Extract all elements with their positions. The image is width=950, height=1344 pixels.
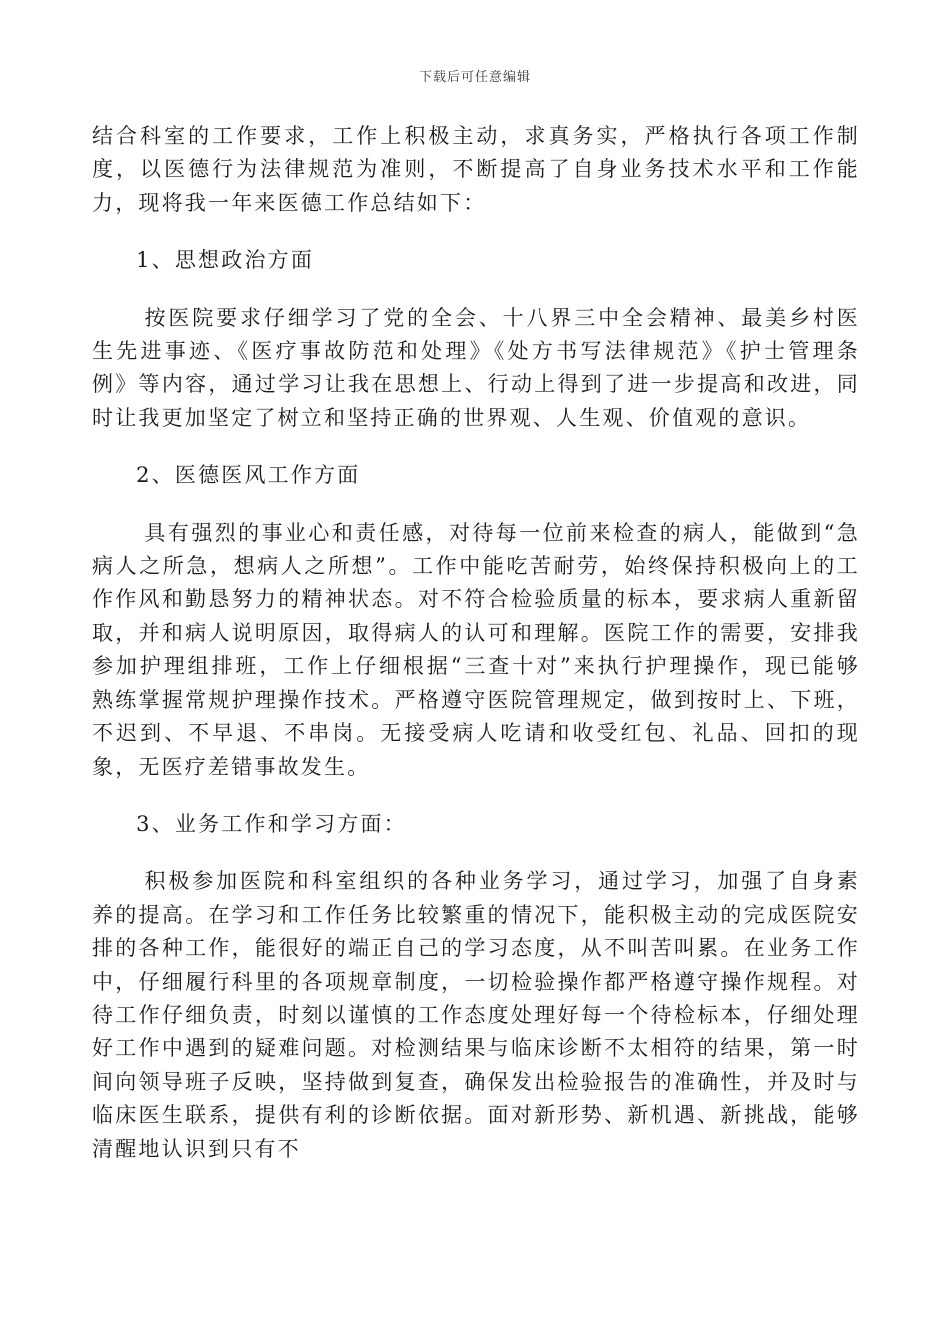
section-heading-political: 1、思想政治方面 (136, 248, 315, 273)
document-body (92, 120, 860, 1166)
section-paragraph-work-study: 积极参加医院和科室组织的各种业务学习，通过学习，加强了自身素养的提高。在学习和工作任务比较繁重的情况下，能积极主动的完成医院安排的各种工作，能很好的端正自己的学习态度，从不叫苦叫累。在业务工作中，仔细履行科里的各项规章制度，一切检验操作都严格遵守操作规程。对待工作仔细负责，时刻以谨慎的工作态度处理好每一个待检标本，仔细处理好工作中遇到的疑难问题。对检测结果与临床诊断不太相符的结果，第一时间向领导班子反映，坚持做到复查，确保发出检验报告的准确性，并及时与临床医生联系，提供有利的诊断依据。面对新形势、新机遇、新挑战，能够清醒地认识到只有不 (92, 869, 860, 1161)
section-paragraph-political: 按医院要求仔细学习了党的全会、十八界三中全会精神、最美乡村医生先进事迹、《医疗事故防范和处理》《处方书写法律规范》《护士管理条例》等内容，通过学习让我在思想上、行动上得到了进一步提高和改进，同时让我更加坚定了树立和坚持正确的世界观、人生观、价值观的意识。 (92, 305, 860, 430)
section-heading-work-study: 3、业务工作和学习方面： (136, 811, 407, 836)
section-heading-medical-ethics: 2、医德医风工作方面 (136, 463, 361, 488)
intro-paragraph: 结合科室的工作要求，工作上积极主动，求真务实，严格执行各项工作制度，以医德行为法律规范为准则，不断提高了自身业务技术水平和工作能力，现将我一年来医德工作总结如下： (92, 124, 860, 215)
section-paragraph-medical-ethics: 具有强烈的事业心和责任感，对待每一位前来检查的病人，能做到“急病人之所急，想病人之所想”。工作中能吃苦耐劳，始终保持积极向上的工作作风和勤恳努力的精神状态。对不符合检验质量的标本，要求病人重新留取，并和病人说明原因，取得病人的认可和理解。医院工作的需要，安排我参加护理组排班，工作上仔细根据“三查十对”来执行护理操作，现已能够熟练掌握常规护理操作技术。严格遵守医院管理规定，做到按时上、下班，不迟到、不早退、不串岗。无接受病人吃请和收受红包、礼品、回扣的现象，无医疗差错事故发生。 (92, 520, 860, 779)
page-header: 下载后可任意编辑 (418, 70, 531, 85)
